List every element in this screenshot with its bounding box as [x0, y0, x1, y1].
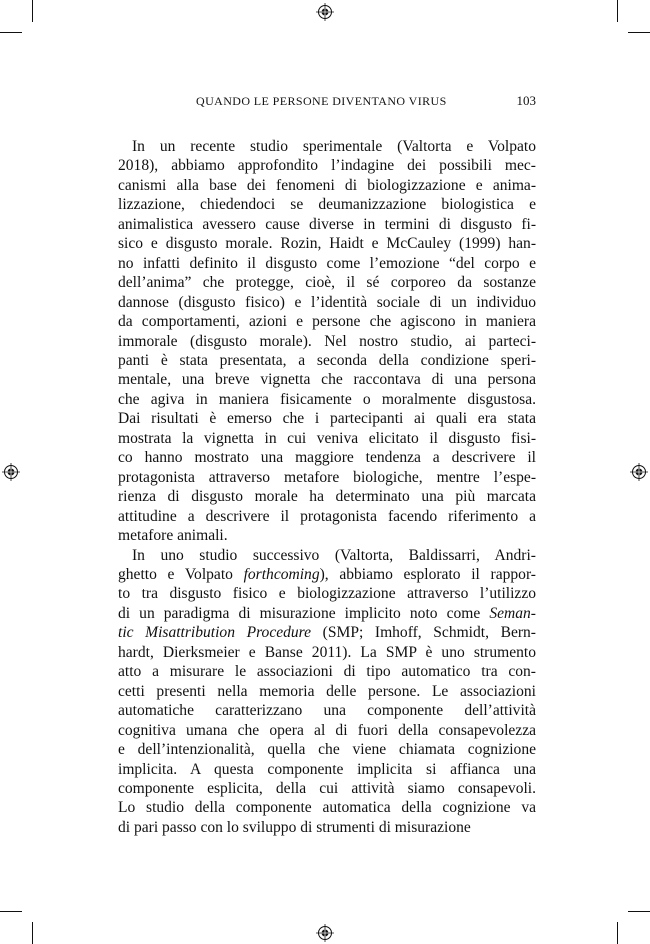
text-segment: panti è stata presentata, a seconda della condizione speri- — [118, 351, 536, 369]
text-line — [118, 156, 536, 175]
text-segment: no infatti definito il disgusto come l’emozione “del corpo e — [118, 254, 536, 272]
text-line — [118, 332, 536, 351]
body-text — [118, 137, 536, 837]
text-segment: cetti presenti nella memoria delle persone. Le associazioni — [118, 682, 536, 700]
text-line — [118, 176, 536, 195]
text-line — [118, 487, 536, 506]
text-line — [118, 565, 536, 584]
text-segment: dell’anima” che protegge, cioè, il sé corporeo da sostanze — [118, 274, 536, 292]
text-line — [118, 370, 536, 389]
text-line — [118, 760, 536, 779]
text-segment: immorale (disgusto morale). Nel nostro studio, ai parteci- — [118, 332, 536, 350]
text-line — [118, 195, 536, 214]
text-line — [118, 818, 536, 837]
crop-mark — [32, 0, 33, 22]
text-line — [118, 312, 536, 331]
text-segment: attitudine a descrivere il protagonista facendo riferimento a — [118, 507, 536, 525]
registration-target-icon — [316, 924, 334, 942]
text-line — [118, 779, 536, 798]
text-line — [118, 351, 536, 370]
text-segment: hardt, Dierksmeier e Banse 2011). La SMP è uno strumento — [118, 643, 536, 661]
registration-target-icon — [2, 463, 20, 481]
text-line — [118, 390, 536, 409]
text-segment: rienza di disgusto morale ha determinato una più marcata — [118, 488, 536, 506]
crop-mark — [628, 32, 650, 33]
text-segment: mostrata la vignetta in cui veniva elicitato il disgusto fisi- — [118, 429, 536, 447]
text-line — [118, 623, 536, 642]
registration-target-icon — [630, 463, 648, 481]
text-line — [118, 682, 536, 701]
paragraph — [118, 546, 536, 838]
text-line — [118, 215, 536, 234]
page-number: 103 — [516, 93, 536, 108]
text-line — [118, 740, 536, 759]
text-segment: metafore animali. — [118, 527, 228, 545]
text-segment: sico e disgusto morale. Rozin, Haidt e McCauley (1999) han- — [118, 235, 536, 253]
text-segment: to tra disgusto fisico e biologizzazione attraverso l’utilizzo — [118, 585, 536, 603]
text-line — [118, 234, 536, 253]
registration-target-icon — [316, 3, 334, 21]
text-line — [118, 604, 536, 623]
text-line — [118, 409, 536, 428]
text-segment: animalistica avessero cause diverse in termini di disgusto fi- — [118, 215, 536, 233]
italic-text: tic Misattribution Procedure — [118, 624, 312, 642]
running-head-title: QUANDO LE PERSONE DIVENTANO VIRUS — [196, 94, 447, 108]
text-segment: di un paradigma di misurazione implicito noto come — [118, 604, 490, 622]
text-line — [118, 137, 536, 156]
crop-mark — [0, 911, 22, 912]
crop-mark — [628, 911, 650, 912]
text-segment: Dai risultati è emerso che i partecipanti ai quali era stata — [118, 410, 536, 428]
text-line — [118, 546, 536, 565]
text-line — [118, 507, 536, 526]
crop-mark — [32, 922, 33, 944]
text-line — [118, 429, 536, 448]
text-segment: implicita. A questa componente implicita si affianca una — [118, 760, 536, 778]
text-segment: automatiche caratterizzano una componente dell’attività — [118, 702, 536, 720]
text-line — [118, 662, 536, 681]
text-segment: co hanno mostrato una maggiore tendenza a descrivere il — [118, 449, 536, 467]
italic-text: forthcoming — [243, 565, 320, 583]
text-segment: dannose (disgusto fisico) e l’identità sociale di un individuo — [118, 293, 536, 311]
text-line — [118, 584, 536, 603]
text-segment: componente esplicita, della cui attività siamo consapevoli. — [118, 779, 536, 797]
text-segment: lizzazione, chiedendoci se deumanizzazione biologistica e — [118, 196, 536, 214]
text-segment: mentale, una breve vignetta che raccontava di una persona — [118, 371, 536, 389]
text-segment: canismi alla base dei fenomeni di biologizzazione e anima- — [118, 176, 536, 194]
text-segment: ghetto e Volpato — [118, 565, 244, 583]
text-segment: In un recente studio sperimentale (Valtorta e Volpato — [132, 138, 536, 155]
paragraph — [118, 137, 536, 546]
text-segment: di pari passo con lo sviluppo di strumenti di misurazione — [118, 818, 471, 836]
text-segment: Lo studio della componente automatica della cognizione va — [118, 799, 536, 817]
crop-mark — [617, 922, 618, 944]
text-line — [118, 643, 536, 662]
crop-mark — [0, 32, 22, 33]
text-segment: In uno studio successivo (Valtorta, Baldissarri, Andri- — [132, 546, 536, 564]
text-line — [118, 448, 536, 467]
text-segment: protagonista attraverso metafore biologiche, mentre l’espe- — [118, 468, 536, 486]
text-line — [118, 701, 536, 720]
text-line — [118, 293, 536, 312]
text-segment: che agiva in maniera fisicamente o moralmente disgustosa. — [118, 390, 536, 408]
text-line — [118, 798, 536, 817]
text-line — [118, 468, 536, 487]
text-segment: da comportamenti, azioni e persone che agiscono in maniera — [118, 313, 536, 331]
crop-mark — [617, 0, 618, 22]
text-line — [118, 721, 536, 740]
text-segment: cognitiva umana che opera al di fuori della consapevolezza — [118, 721, 536, 739]
text-segment: e dell’intenzionalità, quella che viene chiamata cognizione — [118, 741, 536, 759]
text-segment: (SMP; Imhoff, Schmidt, Bern- — [311, 624, 536, 642]
text-line — [118, 273, 536, 292]
text-line — [118, 526, 536, 545]
text-line — [118, 254, 536, 273]
text-segment: 2018), abbiamo approfondito l’indagine dei possibili mec- — [118, 157, 536, 175]
italic-text: Seman- — [489, 604, 536, 622]
text-segment: atto a misurare le associazioni di tipo automatico tra con- — [118, 663, 536, 681]
text-segment: ), abbiamo esplorato il rappor- — [319, 565, 536, 583]
